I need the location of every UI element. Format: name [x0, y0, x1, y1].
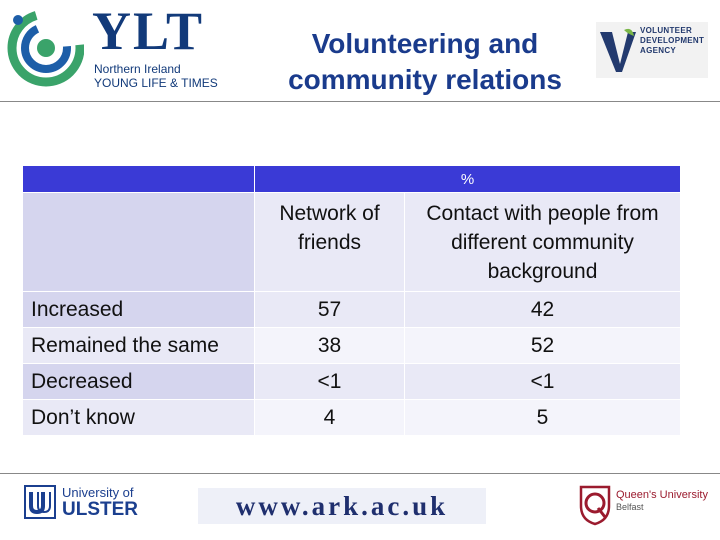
- cell-network: 4: [255, 400, 405, 436]
- title-line-2: community relations: [288, 64, 562, 95]
- ulster-crest-icon: [24, 484, 56, 520]
- row-label: Increased: [23, 292, 255, 328]
- title-line-1: Volunteering and: [311, 28, 539, 59]
- cell-contact: 42: [405, 292, 681, 328]
- ylt-subtitle-2: YOUNG LIFE & TIMES: [94, 76, 218, 90]
- qub-line-2: Belfast: [616, 502, 644, 512]
- row-label: Remained the same: [23, 328, 255, 364]
- column-header-row: [23, 193, 681, 292]
- qub-line-1: Queen's University: [616, 489, 708, 501]
- cell-network: 57: [255, 292, 405, 328]
- cell-contact: 52: [405, 328, 681, 364]
- column-header-blank: [23, 193, 255, 292]
- header-divider: [0, 101, 720, 102]
- cell-network: 38: [255, 328, 405, 364]
- header-blank-cell: [23, 166, 255, 193]
- ulster-line-1: University of: [62, 485, 134, 500]
- ylt-letters: YLT: [92, 1, 205, 61]
- va-text: [640, 26, 704, 56]
- va-line-3: AGENCY: [640, 46, 677, 55]
- footer-divider: [0, 473, 720, 474]
- ulster-line-2: ULSTER: [62, 499, 138, 520]
- ylt-swirl-icon: [6, 6, 84, 88]
- table-row: [23, 292, 681, 328]
- row-label: Don’t know: [23, 400, 255, 436]
- queens-university-logo: [578, 484, 708, 528]
- va-line-1: VOLUNTEER: [640, 26, 693, 35]
- percent-header: %: [255, 166, 681, 193]
- cell-contact: <1: [405, 364, 681, 400]
- qub-crest-icon: [578, 484, 612, 526]
- va-line-2: DEVELOPMENT: [640, 36, 705, 45]
- table-header-row: [23, 166, 681, 193]
- cell-contact: 5: [405, 400, 681, 436]
- ylt-logo: [6, 1, 221, 96]
- slide-title: [250, 26, 600, 98]
- table-row: [23, 328, 681, 364]
- ulster-logo: [24, 484, 164, 524]
- volunteer-agency-logo: [596, 22, 708, 78]
- table-row: [23, 400, 681, 436]
- row-label: Decreased: [23, 364, 255, 400]
- column-header-network: Network of friends: [255, 193, 405, 292]
- column-header-contact: Contact with people from different community background: [405, 193, 681, 292]
- ylt-subtitle-1: Northern Ireland: [94, 62, 181, 76]
- results-table: [22, 165, 680, 436]
- table-row: [23, 364, 681, 400]
- ark-url[interactable]: www.ark.ac.uk: [198, 488, 486, 524]
- va-v-icon: [598, 28, 638, 74]
- cell-network: <1: [255, 364, 405, 400]
